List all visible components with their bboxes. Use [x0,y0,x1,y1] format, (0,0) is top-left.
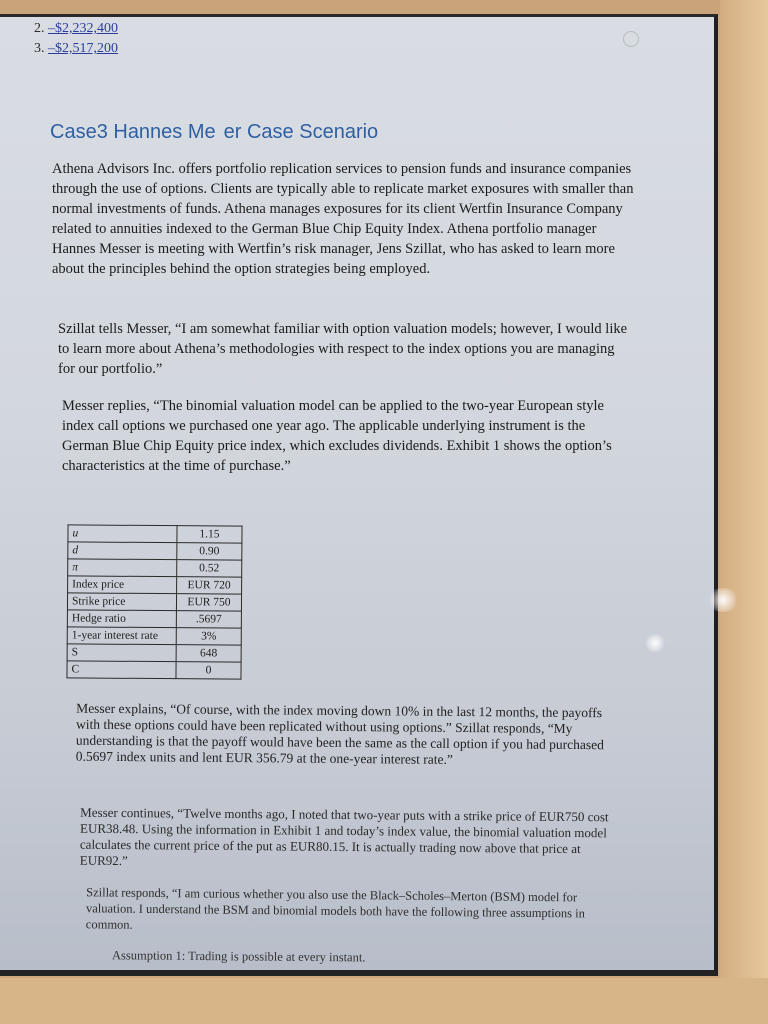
table-label: π [68,559,177,577]
table-label: Strike price [67,593,176,611]
assumption-1: Assumption 1: Trading is possible at every instant. [111,948,366,965]
screen-glare [644,634,666,652]
case-paragraph-5: Messer continues, “Twelve months ago, I noted that two-year puts with a strike price of EUR750 cost EUR38.48. Using the information in Exhibit 1 and today’s index value, the binomial valuation model calculates the current price of the put as EUR80.15. It is actually trading now above that price at EUR92.” [79,804,609,869]
table-row [67,644,241,662]
table-row [68,542,242,560]
case-paragraph-4: Messer explains, “Of course, with the index moving down 10% in the last 12 months, the payoffs with these options could have been replicated without using options.” Szillat responds, “My understanding is that the payoff would have been the same as the call option if you had purchased 0.5697 index units and lent EUR 356.79 at the one-year interest rate.” [75,700,604,767]
table-label: Hedge ratio [67,610,176,628]
answer-number: 2. [34,21,45,36]
table-value: EUR 750 [176,594,241,611]
table-row [68,525,242,543]
table-value: 648 [176,645,241,662]
table-label: d [68,542,177,560]
document-screen[interactable] [0,14,718,976]
answer-amount: –$2,232,400 [48,21,118,36]
screen-glare [706,588,740,612]
answer-amount: –$2,517,200 [48,41,118,56]
table-value: 0.52 [177,560,242,577]
table-value: 0 [176,662,241,679]
answer-number: 3. [34,41,45,56]
answer-choice-2[interactable] [34,21,118,37]
table-label: S [67,644,176,662]
table-label: 1-year interest rate [67,627,176,645]
table-row [67,661,241,679]
case-title: Case3 Hannes Me er Case Scenario [50,121,379,143]
table-row [67,610,241,628]
case-paragraph-1: Athena Advisors Inc. offers portfolio replication services to pension funds and insurance companies through the use of options. Clients are typically able to replicate market exposures with smaller than normal investments of funds. Athena manages exposures for its client Wertfin Insurance Company related to annuities indexed to the German Blue Chip Equity Index. Athena portfolio manager Hannes Messer is meeting with Wertfin’s risk manager, Jens Szillat, who has asked to learn more about the principles behind the option strategies being employed. [52,161,634,277]
table-value: 0.90 [177,543,242,560]
table-value: EUR 720 [177,577,242,594]
camera-icon [623,31,639,47]
table-row [68,559,242,577]
table-value: .5697 [176,611,241,628]
tablet-bezel-right [720,0,768,1024]
table-value: 1.15 [177,526,242,543]
table-value: 3% [176,628,241,645]
tablet-bezel-bottom [0,978,768,1024]
answer-choice-3[interactable] [34,41,118,57]
case-paragraph-2: Szillat tells Messer, “I am somewhat familiar with option valuation models; however, I would like to learn more about Athena’s methodologies with respect to the index options you are managing for our portfolio.” [58,321,628,377]
table-row [67,627,241,645]
case-paragraph-3: Messer replies, “The binomial valuation model can be applied to the two-year European style index call options we purchased one year ago. The applicable underlying instrument is the German Blue Chip Equity price index, which excludes dividends. Exhibit 1 shows the option’s characteristics at the time of purchase.” [62,398,612,474]
table-row [68,576,242,594]
case-paragraph-6: Szillat responds, “I am curious whether you also use the Black–Scholes–Merton (BSM) model for valuation. I understand the BSM and binomial models both have the following three assumptions in common. [85,885,585,932]
table-label: C [67,661,176,679]
exhibit-1-table [66,524,242,679]
table-row [67,593,241,611]
table-label: Index price [68,576,177,594]
table-label: u [68,525,177,543]
